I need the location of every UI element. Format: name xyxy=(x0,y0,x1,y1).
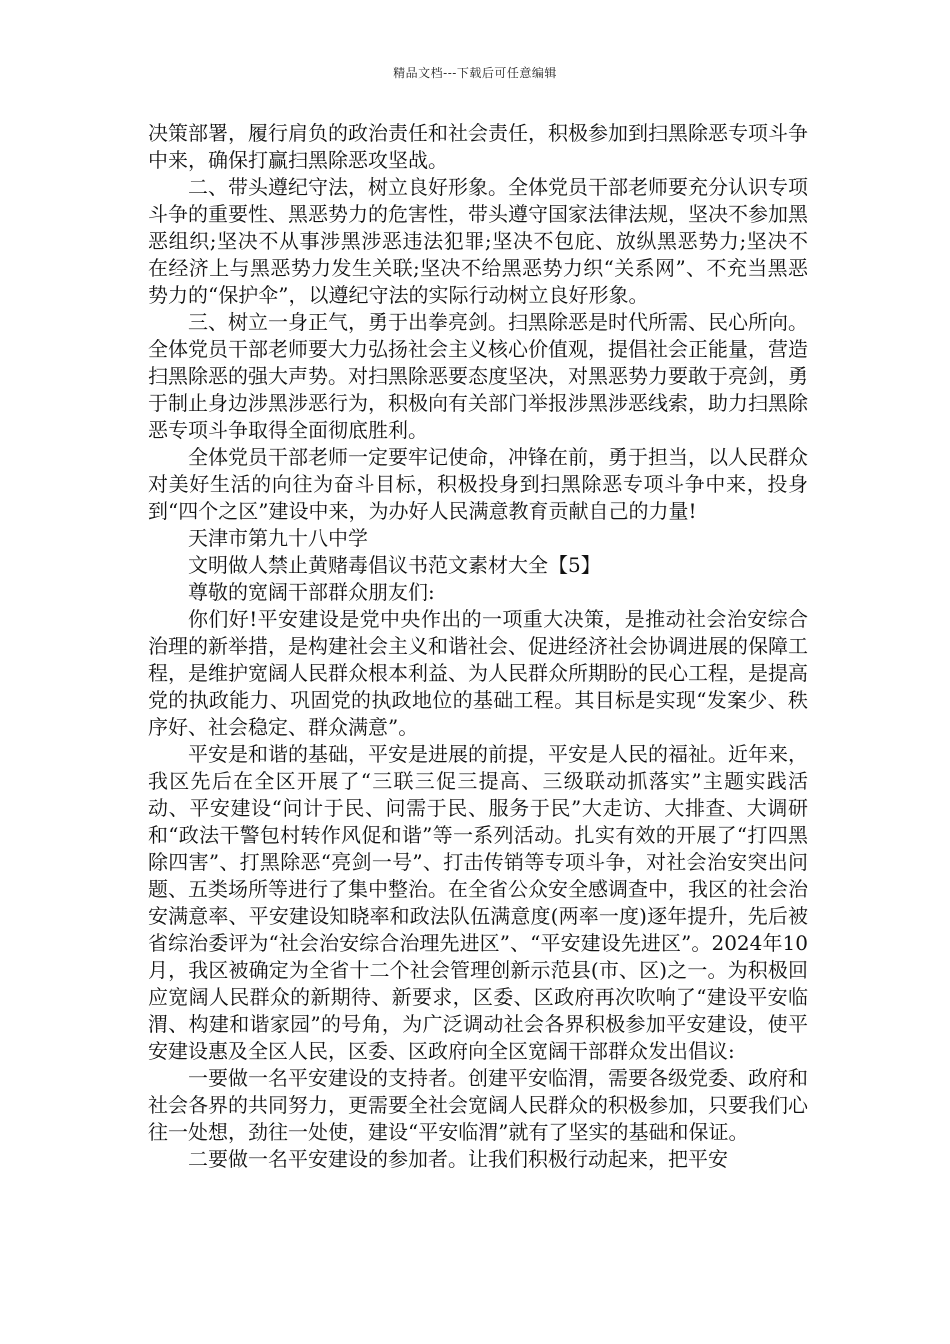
school-signature: 天津市第九十八中学 xyxy=(188,526,368,550)
paragraph: 决策部署，履行肩负的政治责任和社会责任，积极参加到扫黑除恶专项斗争中来，确保打赢扫黑除恶攻坚战。 xyxy=(148,121,808,172)
paragraph: 你们好!平安建设是党中央作出的一项重大决策，是推动社会治安综合治理的新举措，是构建社会主义和谐社会、促进经济社会协调进展的保障工程，是维护宽阔人民群众根本利益、为人民群众所期盼的民心工程，是提高党的执政能力、巩固党的执政地位的基础工程。其目标是实现“发案少、秩序好、社会稳定、群众满意”。 xyxy=(148,607,808,739)
article-title: 文明做人禁止黄赌毒倡议书范文素材大全【5】 xyxy=(188,553,601,577)
paragraph: 二要做一名平安建设的参加者。让我们积极行动起来，把平安 xyxy=(188,1147,728,1171)
paragraph: 一要做一名平安建设的支持者。创建平安临渭，需要各级党委、政府和社会各界的共同努力，更需要全社会宽阔人民群众的积极参加，只要我们心往一处想，劲往一处使，建设“平安临渭”就有了坚实的基础和保证。 xyxy=(148,1066,808,1144)
paragraph: 全体党员干部老师一定要牢记使命，冲锋在前，勇于担当，以人民群众对美好生活的向往为奋斗目标，积极投身到扫黑除恶专项斗争中来，投身到“四个之区”建设中来，为办好人民满意教育贡献自己的力量! xyxy=(148,445,808,523)
paragraph: 三、树立一身正气，勇于出拳亮剑。扫黑除恶是时代所需、民心所向。全体党员干部老师要大力弘扬社会主义核心价值观，提倡社会正能量，营造扫黑除恶的强大声势。对扫黑除恶要态度坚决，对黑恶势力要敢于亮剑，勇于制止身边涉黑涉恶行为，积极向有关部门举报涉黑涉恶线索，助力扫黑除恶专项斗争取得全面彻底胜利。 xyxy=(148,310,808,442)
paragraph: 平安是和谐的基础，平安是进展的前提，平安是人民的福祉。近年来，我区先后在全区开展了“三联三促三提高、三级联动抓落实”主题实践活动、平安建设“问计于民、问需于民、服务于民”大走访、大排查、大调研和“政法干警包村转作风促和谐”等一系列活动。扎实有效的开展了“打四黑除四害”、打黑除恶“亮剑一号”、打击传销等专项斗争，对社会治安突出问题、五类场所等进行了集中整治。在全省公众安全感调查中，我区的社会治安满意率、平安建设知晓率和政法队伍满意度(两率一度)逐年提升，先后被省综治委评为“社会治安综合治理先进区”、“平安建设先进区”。2024年10月，我区被确定为全省十二个社会管理创新示范县(市、区)之一。为积极回应宽阔人民群众的新期待、新要求，区委、区政府再次吹响了“建设平安临渭、构建和谐家园”的号角，为广泛调动社会各界积极参加平安建设，使平安建设惠及全区人民，区委、区政府向全区宽阔干部群众发出倡议: xyxy=(148,742,808,1063)
paragraph: 二、带头遵纪守法，树立良好形象。全体党员干部老师要充分认识专项斗争的重要性、黑恶势力的危害性，带头遵守国家法律法规，坚决不参加黑恶组织;坚决不从事涉黑涉恶违法犯罪;坚决不包庇、放纵黑恶势力;坚决不在经济上与黑恶势力发生关联;坚决不给黑恶势力织“关系网”、不充当黑恶势力的“保护伞”，以遵纪守法的实际行动树立良好形象。 xyxy=(148,175,808,307)
page-header: 精品文档---下载后可任意编辑 xyxy=(393,66,557,80)
document-body xyxy=(148,120,808,1173)
salutation: 尊敬的宽阔干部群众朋友们: xyxy=(188,580,435,604)
